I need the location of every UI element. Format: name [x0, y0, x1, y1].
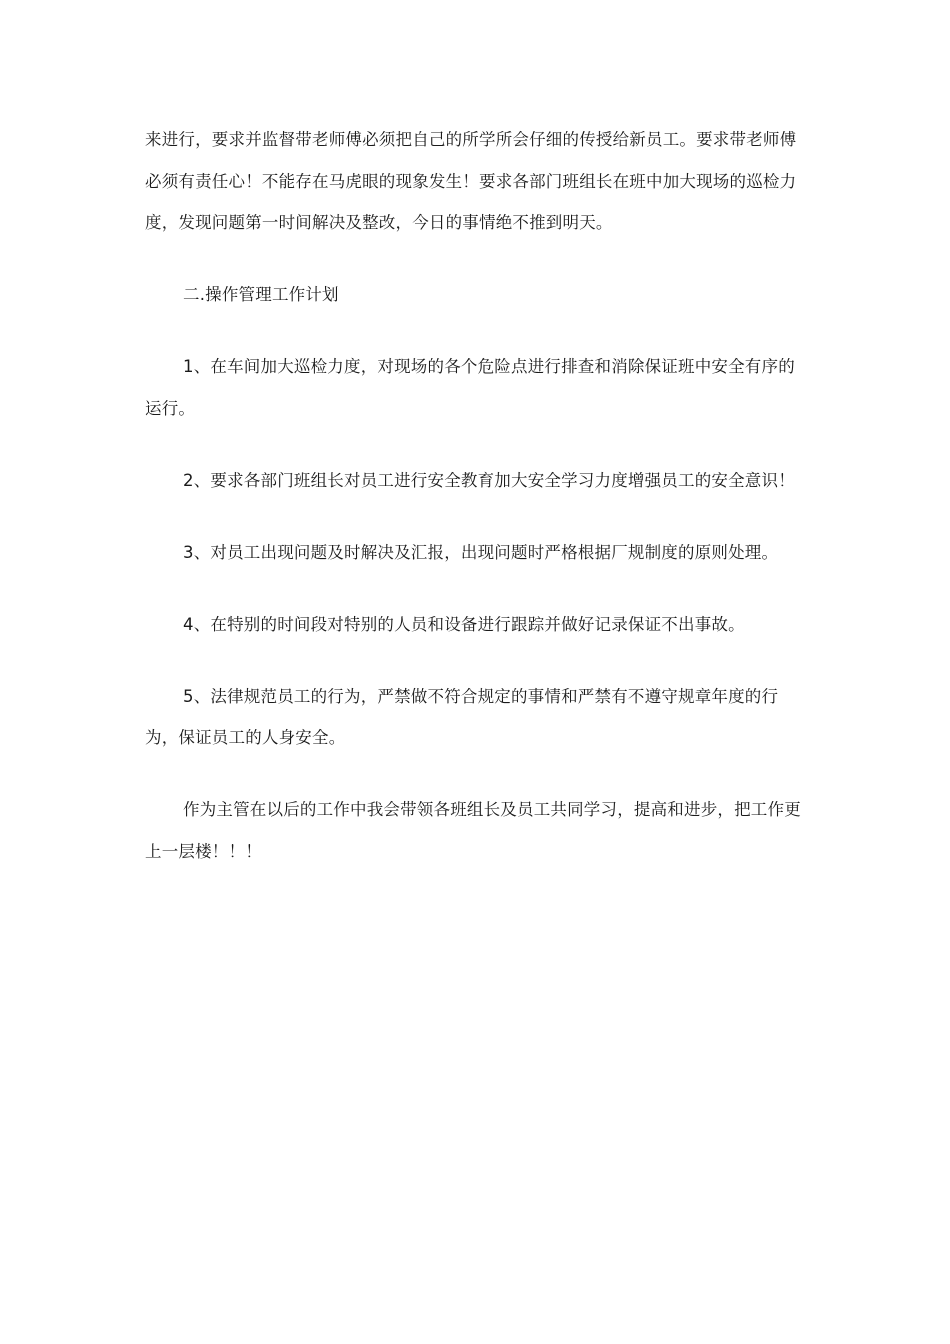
document-body	[145, 119, 825, 872]
list-item-5: 5、法律规范员工的行为，严禁做不符合规定的事情和严禁有不遵守规章年度的行为，保证员工的人身安全。	[145, 686, 779, 747]
closing-paragraph: 作为主管在以后的工作中我会带领各班组长及员工共同学习，提高和进步，把工作更上一层楼！！！	[145, 800, 801, 861]
list-item-2: 2、要求各部门班组长对员工进行安全教育加大安全学习力度增强员工的安全意识！	[183, 470, 795, 490]
list-item-3: 3、对员工出现问题及时解决及汇报，出现问题时严格根据厂规制度的原则处理。	[183, 542, 779, 562]
section-heading: 二.操作管理工作计划	[183, 285, 339, 304]
intro-paragraph: 来进行，要求并监督带老师傅必须把自己的所学所会仔细的传授给新员工。要求带老师傅必须有责任心！不能存在马虎眼的现象发生！要求各部门班组长在班中加大现场的巡检力度，发现问题第一时间解决及整改，今日的事情绝不推到明天。	[145, 130, 797, 232]
list-item-4: 4、在特别的时间段对特别的人员和设备进行跟踪并做好记录保证不出事故。	[183, 614, 745, 634]
list-item-1: 1、在车间加大巡检力度，对现场的各个危险点进行排查和消除保证班中安全有序的运行。	[145, 357, 795, 418]
